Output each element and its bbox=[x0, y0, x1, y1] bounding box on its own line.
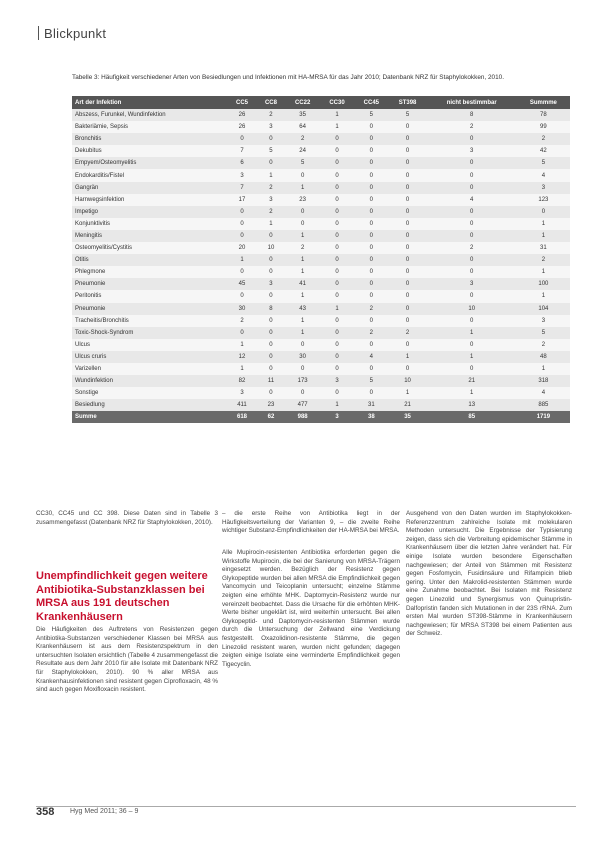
row-label: Peritonitis bbox=[72, 290, 228, 302]
table-cell: 0 bbox=[256, 387, 285, 399]
table-cell: 0 bbox=[389, 121, 427, 133]
table-cell: 64 bbox=[285, 121, 319, 133]
table-cell: 1 bbox=[320, 303, 354, 315]
table-cell: 0 bbox=[320, 169, 354, 181]
table-cell: 1 bbox=[285, 327, 319, 339]
table-cell: 2 bbox=[427, 121, 517, 133]
table-cell: 0 bbox=[354, 266, 388, 278]
total-label: Summe bbox=[72, 411, 228, 423]
table-cell: 0 bbox=[354, 169, 388, 181]
table-cell: 5 bbox=[256, 145, 285, 157]
row-label: Varizellen bbox=[72, 363, 228, 375]
table-cell: 0 bbox=[354, 194, 388, 206]
journal-reference: Hyg Med 2011; 36 – 9 bbox=[70, 808, 139, 815]
table-cell: 8 bbox=[256, 303, 285, 315]
total-cell: 1719 bbox=[517, 411, 570, 423]
table-cell: 0 bbox=[354, 363, 388, 375]
column-1-text: Die Häufigkeiten des Auftretens von Resistenzen gegen Antibiotika-Substanzen verschiedener Klassen bei MRSA aus Krankenhäusern ist aus dem Resistenzspektrum in den untersuchten Isolaten ersichtlich (Tabelle 4 zusammengefasst die Resultate aus dem Jahr 2010 für alle Isolate mit Datenbank NRZ für Staphylokokken, 2010). 90 % aller MRSA aus Krankenhausinfektionen sind resistent gegen Ciprofloxacin, 48 % sind auch gegen Moxifloxacin resistent. bbox=[36, 626, 219, 694]
table-cell: 0 bbox=[228, 230, 257, 242]
table-cell: 99 bbox=[517, 121, 570, 133]
table-cell: 41 bbox=[285, 278, 319, 290]
table-cell: 123 bbox=[517, 194, 570, 206]
table-cell: 0 bbox=[427, 182, 517, 194]
table-cell: 0 bbox=[354, 121, 388, 133]
table-cell: 0 bbox=[427, 157, 517, 169]
table-cell: 0 bbox=[389, 339, 427, 351]
table-cell: 0 bbox=[427, 133, 517, 145]
row-label: Tracheitis/Bronchitis bbox=[72, 315, 228, 327]
table-cell: 5 bbox=[354, 375, 388, 387]
table-cell: 30 bbox=[228, 303, 257, 315]
table-cell: 0 bbox=[320, 363, 354, 375]
table-cell: 0 bbox=[354, 182, 388, 194]
column-header: nicht bestimmbar bbox=[427, 96, 517, 109]
table-cell: 0 bbox=[354, 157, 388, 169]
table-row bbox=[72, 169, 570, 181]
table-cell: 0 bbox=[256, 315, 285, 327]
table-cell: 0 bbox=[427, 266, 517, 278]
table-row bbox=[72, 254, 570, 266]
row-label: Bakteriämie, Sepsis bbox=[72, 121, 228, 133]
table-cell: 0 bbox=[389, 303, 427, 315]
table-cell: 23 bbox=[256, 399, 285, 411]
page-number: 358 bbox=[36, 806, 55, 818]
table-row bbox=[72, 218, 570, 230]
table-cell: 5 bbox=[517, 327, 570, 339]
footer-rule bbox=[36, 806, 576, 807]
table-cell: 20 bbox=[228, 242, 257, 254]
table-cell: 0 bbox=[320, 387, 354, 399]
table-cell: 10 bbox=[427, 303, 517, 315]
table-cell: 0 bbox=[427, 315, 517, 327]
table-cell: 318 bbox=[517, 375, 570, 387]
table-cell: 0 bbox=[389, 145, 427, 157]
table-cell: 0 bbox=[228, 327, 257, 339]
table-cell: 0 bbox=[256, 290, 285, 302]
column-header: CC5 bbox=[228, 96, 257, 109]
table-cell: 2 bbox=[285, 242, 319, 254]
table-cell: 1 bbox=[517, 363, 570, 375]
table-cell: 1 bbox=[320, 121, 354, 133]
table-cell: 1 bbox=[517, 230, 570, 242]
infection-table bbox=[72, 96, 570, 423]
row-label: Toxic-Shock-Syndrom bbox=[72, 327, 228, 339]
table-cell: 0 bbox=[427, 339, 517, 351]
table-cell: 21 bbox=[389, 399, 427, 411]
table-cell: 0 bbox=[354, 206, 388, 218]
table-cell: 1 bbox=[389, 387, 427, 399]
table-cell: 2 bbox=[389, 327, 427, 339]
table-cell: 0 bbox=[427, 206, 517, 218]
table-cell: 3 bbox=[228, 387, 257, 399]
table-cell: 26 bbox=[228, 121, 257, 133]
table-cell: 3 bbox=[256, 121, 285, 133]
table-cell: 0 bbox=[320, 218, 354, 230]
row-label: Bronchitis bbox=[72, 133, 228, 145]
table-cell: 0 bbox=[389, 157, 427, 169]
table-cell: 2 bbox=[228, 315, 257, 327]
row-label: Sonstige bbox=[72, 387, 228, 399]
table-cell: 3 bbox=[427, 145, 517, 157]
column-header: Summme bbox=[517, 96, 570, 109]
table-cell: 1 bbox=[320, 109, 354, 121]
table-cell: 2 bbox=[517, 254, 570, 266]
table-cell: 82 bbox=[228, 375, 257, 387]
table-cell: 17 bbox=[228, 194, 257, 206]
table-row bbox=[72, 278, 570, 290]
table-row bbox=[72, 230, 570, 242]
column-2-intro: – die erste Reihe von Antibiotika liegt in der Häufigkeitsverteilung der Varianten 9, – die zweite Reihe wichtiger Substanz-Empfindlichkeiten der HA-MRSA bei MRSA. bbox=[222, 510, 400, 535]
table-cell: 12 bbox=[228, 351, 257, 363]
table-cell: 8 bbox=[427, 109, 517, 121]
table-row bbox=[72, 194, 570, 206]
column-2-text: Alle Mupirocin-resistenten Antibiotika erforderten gegen die Wirkstoffe Mupirocin, die bei der Sanierung von MRSA-Trägern eingesetzt werden. Bezüglich der Resistenz gegen Glykopeptide wurden bei allen MRSA die Empfindlichkeit gegen Vancomycin und Teicoplanin untersucht; einzelne Stämme zeigten eine erhöhte MHK. Daptomycin-Resistenz wurde nur vereinzelt beobachtet. Dass die Ursache für die erhöhten MHK-Werte bisher ungeklärt ist, wird weiterhin untersucht. Bei allen Glykopeptid- und Daptomycin-resistenten Stämmen wurde durch die Untersuchung der Zellwand eine Verdickung festgestellt. Oxazolidinon-resistente Stämme, die gegen Linezolid resistent waren, wurden nicht gefunden; dagegen zeigten einige Isolate eine verminderte Empfindlichkeit gegen Tigecyclin. bbox=[222, 549, 400, 668]
table-cell: 0 bbox=[354, 133, 388, 145]
table-cell: 5 bbox=[354, 109, 388, 121]
table-cell: 0 bbox=[427, 290, 517, 302]
table-row bbox=[72, 157, 570, 169]
table-cell: 7 bbox=[228, 182, 257, 194]
table-cell: 3 bbox=[517, 315, 570, 327]
table-cell: 2 bbox=[517, 133, 570, 145]
table-cell: 7 bbox=[228, 145, 257, 157]
table-cell: 48 bbox=[517, 351, 570, 363]
table-cell: 0 bbox=[320, 230, 354, 242]
table-cell: 78 bbox=[517, 109, 570, 121]
table-cell: 1 bbox=[285, 182, 319, 194]
column-header: CC30 bbox=[320, 96, 354, 109]
row-label: Konjunktivitis bbox=[72, 218, 228, 230]
table-cell: 0 bbox=[320, 278, 354, 290]
table-cell: 31 bbox=[354, 399, 388, 411]
table-cell: 0 bbox=[256, 157, 285, 169]
table-cell: 0 bbox=[320, 242, 354, 254]
table-cell: 0 bbox=[228, 266, 257, 278]
table-cell: 477 bbox=[285, 399, 319, 411]
column-header: Art der Infektion bbox=[72, 96, 228, 109]
row-label: Ulcus cruris bbox=[72, 351, 228, 363]
table-cell: 2 bbox=[517, 339, 570, 351]
row-label: Wundinfektion bbox=[72, 375, 228, 387]
table-cell: 31 bbox=[517, 242, 570, 254]
row-label: Endokarditis/Fistel bbox=[72, 169, 228, 181]
table-cell: 10 bbox=[389, 375, 427, 387]
table-cell: 0 bbox=[285, 387, 319, 399]
table-cell: 1 bbox=[517, 290, 570, 302]
table-cell: 0 bbox=[320, 351, 354, 363]
total-cell: 988 bbox=[285, 411, 319, 423]
table-row bbox=[72, 375, 570, 387]
row-label: Ulcus bbox=[72, 339, 228, 351]
table-cell: 0 bbox=[354, 145, 388, 157]
total-cell: 3 bbox=[320, 411, 354, 423]
table-cell: 0 bbox=[228, 218, 257, 230]
table-cell: 0 bbox=[354, 218, 388, 230]
table-cell: 0 bbox=[354, 242, 388, 254]
table-cell: 0 bbox=[285, 363, 319, 375]
row-label: Empyem/Osteomyelitis bbox=[72, 157, 228, 169]
row-label: Harnwegsinfektion bbox=[72, 194, 228, 206]
column-header: CC22 bbox=[285, 96, 319, 109]
table-cell: 0 bbox=[320, 315, 354, 327]
table-cell: 45 bbox=[228, 278, 257, 290]
table-cell: 1 bbox=[228, 339, 257, 351]
table-cell: 0 bbox=[320, 339, 354, 351]
table-row bbox=[72, 121, 570, 133]
table-cell: 35 bbox=[285, 109, 319, 121]
header-rule bbox=[38, 26, 39, 40]
table-cell: 0 bbox=[320, 182, 354, 194]
column-header: CC45 bbox=[354, 96, 388, 109]
table-cell: 4 bbox=[517, 387, 570, 399]
row-label: Gangrän bbox=[72, 182, 228, 194]
table-cell: 0 bbox=[354, 387, 388, 399]
table-cell: 0 bbox=[320, 194, 354, 206]
table-cell: 30 bbox=[285, 351, 319, 363]
table-cell: 0 bbox=[427, 169, 517, 181]
section-header bbox=[38, 26, 106, 41]
table-cell: 2 bbox=[427, 242, 517, 254]
table-cell: 2 bbox=[256, 109, 285, 121]
table-row bbox=[72, 242, 570, 254]
table-cell: 0 bbox=[354, 254, 388, 266]
table-cell: 0 bbox=[427, 254, 517, 266]
table-cell: 0 bbox=[320, 133, 354, 145]
table-cell: 23 bbox=[285, 194, 319, 206]
table-cell: 0 bbox=[320, 206, 354, 218]
section-title: Blickpunkt bbox=[44, 26, 107, 41]
table-row bbox=[72, 387, 570, 399]
table-cell: 0 bbox=[320, 327, 354, 339]
table-cell: 0 bbox=[256, 351, 285, 363]
row-label: Phlegmone bbox=[72, 266, 228, 278]
table-cell: 0 bbox=[389, 254, 427, 266]
table-cell: 4 bbox=[427, 194, 517, 206]
table-row bbox=[72, 145, 570, 157]
row-label: Impetigo bbox=[72, 206, 228, 218]
table-cell: 0 bbox=[256, 254, 285, 266]
table-cell: 5 bbox=[517, 157, 570, 169]
table-cell: 1 bbox=[228, 363, 257, 375]
table-cell: 100 bbox=[517, 278, 570, 290]
table-row bbox=[72, 399, 570, 411]
table-cell: 0 bbox=[354, 315, 388, 327]
table-cell: 0 bbox=[389, 182, 427, 194]
table-cell: 0 bbox=[389, 315, 427, 327]
table-cell: 0 bbox=[354, 290, 388, 302]
total-row bbox=[72, 411, 570, 423]
table-cell: 0 bbox=[256, 327, 285, 339]
table-cell: 3 bbox=[427, 278, 517, 290]
table-row bbox=[72, 363, 570, 375]
row-label: Dekubitus bbox=[72, 145, 228, 157]
table-cell: 0 bbox=[354, 339, 388, 351]
row-label: Pneumonie bbox=[72, 278, 228, 290]
table-row bbox=[72, 182, 570, 194]
table-cell: 4 bbox=[517, 169, 570, 181]
table-row bbox=[72, 339, 570, 351]
table-cell: 0 bbox=[517, 206, 570, 218]
table-cell: 24 bbox=[285, 145, 319, 157]
table-header-row bbox=[72, 96, 570, 109]
table-cell: 104 bbox=[517, 303, 570, 315]
table-cell: 21 bbox=[427, 375, 517, 387]
table-row bbox=[72, 303, 570, 315]
table-cell: 1 bbox=[427, 387, 517, 399]
column-header: CC8 bbox=[256, 96, 285, 109]
table-cell: 0 bbox=[389, 169, 427, 181]
article-heading: Unempfindlichkeit gegen weitere Antibiotika-Substanzklassen bei MRSA aus 191 deutschen Krankenhäusern bbox=[36, 570, 208, 623]
table-cell: 10 bbox=[256, 242, 285, 254]
table-row bbox=[72, 266, 570, 278]
table-cell: 0 bbox=[389, 206, 427, 218]
table-cell: 1 bbox=[285, 315, 319, 327]
table-cell: 0 bbox=[389, 230, 427, 242]
table-row bbox=[72, 327, 570, 339]
table-cell: 0 bbox=[389, 194, 427, 206]
table-cell: 0 bbox=[389, 266, 427, 278]
table-cell: 0 bbox=[320, 145, 354, 157]
table-cell: 3 bbox=[320, 375, 354, 387]
table-cell: 885 bbox=[517, 399, 570, 411]
table-cell: 0 bbox=[256, 339, 285, 351]
table-cell: 0 bbox=[389, 363, 427, 375]
table-row bbox=[72, 109, 570, 121]
table-cell: 2 bbox=[256, 182, 285, 194]
table-cell: 0 bbox=[256, 133, 285, 145]
row-label: Pneumonie bbox=[72, 303, 228, 315]
table-cell: 0 bbox=[285, 206, 319, 218]
table-cell: 13 bbox=[427, 399, 517, 411]
table-cell: 0 bbox=[256, 266, 285, 278]
table-cell: 1 bbox=[320, 399, 354, 411]
row-label: Otitis bbox=[72, 254, 228, 266]
table-cell: 0 bbox=[389, 290, 427, 302]
table-cell: 0 bbox=[285, 169, 319, 181]
row-label: Abszess, Furunkel, Wundinfektion bbox=[72, 109, 228, 121]
row-label: Besiedlung bbox=[72, 399, 228, 411]
table-cell: 1 bbox=[256, 218, 285, 230]
table-row bbox=[72, 290, 570, 302]
table-cell: 1 bbox=[285, 230, 319, 242]
table-cell: 5 bbox=[389, 109, 427, 121]
table-cell: 0 bbox=[389, 278, 427, 290]
table-cell: 0 bbox=[228, 206, 257, 218]
column-3-text: Ausgehend von den Daten wurden im Staphylokokken-Referenzzentrum zahlreiche Isolate mit molekularen Methoden untersucht. Die Ergebnisse der Typisierung zeigen, dass sich die Verbreitung epidemischer Stämme in Krankenhäusern über die letzten Jahre verändert hat. Für einige Isolate wurden besondere Eigenschaften nachgewiesen; der Anteil von Stämmen mit Resistenz gegen Fosfomycin, Fusidinsäure und Rifampicin blieb gering. Unter den Makrolid-resistenten Stämmen wurde eine Zunahme beobachtet. Bei Isolaten mit Resistenz gegen Linezolid und Synergismus von Quinupristin-Dalfopristin fanden sich Mutationen in der 23S rRNA. Zum ersten Mal wurden ST398-Stämme in Krankenhäusern nachgewiesen; für MRSA ST398 bei einem Patienten aus der Schweiz. bbox=[406, 510, 572, 638]
table-cell: 1 bbox=[228, 254, 257, 266]
table-cell: 0 bbox=[389, 218, 427, 230]
table-cell: 1 bbox=[517, 266, 570, 278]
row-label: Osteomyelitis/Cystitis bbox=[72, 242, 228, 254]
table-cell: 3 bbox=[228, 169, 257, 181]
table-cell: 0 bbox=[320, 157, 354, 169]
table-cell: 2 bbox=[256, 206, 285, 218]
table-cell: 0 bbox=[354, 278, 388, 290]
column-header: ST398 bbox=[389, 96, 427, 109]
table-cell: 0 bbox=[354, 230, 388, 242]
table-cell: 0 bbox=[285, 218, 319, 230]
row-label: Meningitis bbox=[72, 230, 228, 242]
table-cell: 0 bbox=[427, 363, 517, 375]
table-row bbox=[72, 351, 570, 363]
table-cell: 6 bbox=[228, 157, 257, 169]
table-cell: 2 bbox=[285, 133, 319, 145]
table-cell: 4 bbox=[354, 351, 388, 363]
table-cell: 0 bbox=[256, 363, 285, 375]
table-caption: Tabelle 3: Häufigkeit verschiedener Arten von Besiedlungen und Infektionen mit HA-MRSA für das Jahr 2010; Datenbank NRZ für Staphylokokken, 2010. bbox=[72, 74, 504, 81]
table-cell: 26 bbox=[228, 109, 257, 121]
total-cell: 85 bbox=[427, 411, 517, 423]
table-cell: 2 bbox=[354, 303, 388, 315]
table-cell: 1 bbox=[285, 266, 319, 278]
table-cell: 1 bbox=[427, 327, 517, 339]
table-cell: 1 bbox=[517, 218, 570, 230]
table-row bbox=[72, 133, 570, 145]
table-cell: 3 bbox=[517, 182, 570, 194]
table-cell: 42 bbox=[517, 145, 570, 157]
table-cell: 0 bbox=[228, 133, 257, 145]
table-cell: 2 bbox=[354, 327, 388, 339]
table-cell: 0 bbox=[427, 218, 517, 230]
table-cell: 0 bbox=[389, 242, 427, 254]
table-cell: 3 bbox=[256, 278, 285, 290]
table-cell: 43 bbox=[285, 303, 319, 315]
table-cell: 1 bbox=[285, 254, 319, 266]
table-cell: 1 bbox=[389, 351, 427, 363]
table-cell: 11 bbox=[256, 375, 285, 387]
table-row bbox=[72, 315, 570, 327]
table-cell: 0 bbox=[256, 230, 285, 242]
table-row bbox=[72, 206, 570, 218]
table-cell: 5 bbox=[285, 157, 319, 169]
table-cell: 1 bbox=[285, 290, 319, 302]
total-cell: 38 bbox=[354, 411, 388, 423]
table-cell: 0 bbox=[228, 290, 257, 302]
table-cell: 173 bbox=[285, 375, 319, 387]
column-1-intro: CC30, CC45 und CC 398. Diese Daten sind in Tabelle 3 zusammengefasst (Datenbank NRZ für Staphylokokken, 2010). bbox=[36, 510, 218, 526]
table-cell: 3 bbox=[256, 194, 285, 206]
table-cell: 0 bbox=[389, 133, 427, 145]
total-cell: 618 bbox=[228, 411, 257, 423]
table-cell: 0 bbox=[285, 339, 319, 351]
total-cell: 35 bbox=[389, 411, 427, 423]
total-cell: 62 bbox=[256, 411, 285, 423]
table-cell: 0 bbox=[427, 230, 517, 242]
table-cell: 1 bbox=[256, 169, 285, 181]
table-cell: 0 bbox=[320, 254, 354, 266]
table-cell: 1 bbox=[427, 351, 517, 363]
table-cell: 0 bbox=[320, 290, 354, 302]
table-body bbox=[72, 109, 570, 423]
table-cell: 0 bbox=[320, 266, 354, 278]
table-cell: 411 bbox=[228, 399, 257, 411]
